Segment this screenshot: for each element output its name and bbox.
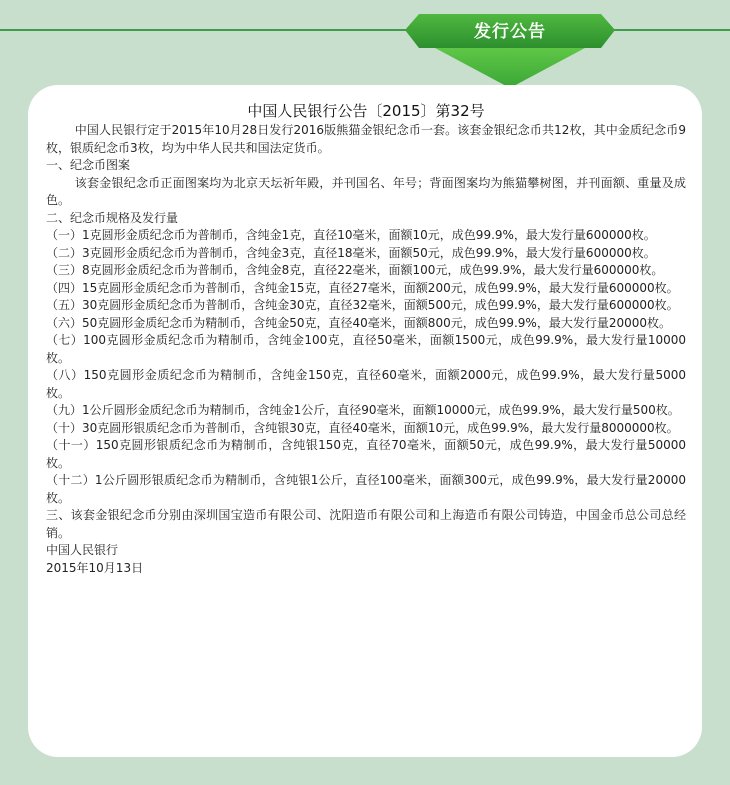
banner-title: 发行公告 — [474, 22, 546, 42]
spec-item-6: （六）50克圆形金质纪念币为精制币，含纯金50克，直径40毫米，面额800元，成色99.9%，最大发行量20000枚。 — [46, 315, 672, 330]
spec-item-1: （一）1克圆形金质纪念币为普制币，含纯金1克，直径10毫米，面额10元，成色99.9%，最大发行量600000枚。 — [46, 228, 656, 242]
announcement-card — [28, 85, 702, 757]
section-1-heading: 一、纪念币图案 — [46, 158, 131, 172]
document-title: 中国人民银行公告〔2015〕第32号 — [247, 102, 485, 120]
spec-item-9: （九）1公斤圆形金质纪念币为精制币，含纯金1公斤，直径90毫米，面额10000元，成色99.9%，最大发行量500枚。 — [46, 403, 680, 417]
spec-item-12: （十二）1公斤圆形银质纪念币为精制币，含纯银1公斤，直径100毫米，面额300元，成色99.9%，最大发行量20000枚。 — [46, 473, 686, 505]
spec-item-3: （三）8克圆形金质纪念币为普制币，含纯金8克，直径22毫米，面额100元，成色99.9%，最大发行量600000枚。 — [46, 263, 664, 277]
section-1-body: 该套金银纪念币正面图案均为北京天坛祈年殿，并刊国名、年号；背面图案均为熊猫攀树图，并刊面额、重量及成色。 — [46, 175, 686, 207]
section-2-heading: 二、纪念币规格及发行量 — [46, 210, 179, 225]
spec-item-2: （二）3克圆形金质纪念币为普制币，含纯金3克，直径18毫米，面额50元，成色99.9%，最大发行量600000枚。 — [46, 245, 656, 260]
signature: 中国人民银行 — [46, 543, 119, 557]
announcement-content — [46, 101, 686, 577]
spec-item-5: （五）30克圆形金质纪念币为普制币，含纯金30克，直径32毫米，面额500元，成色99.9%，最大发行量600000枚。 — [46, 298, 679, 312]
spec-item-8: （八）150克圆形金质纪念币为精制币，含纯金150克，直径60毫米，面额2000元，成色99.9%，最大发行量5000枚。 — [46, 368, 686, 400]
announcement-banner — [405, 14, 615, 88]
spec-item-11: （十一）150克圆形银质纪念币为精制币，含纯银150克，直径70毫米，面额50元，成色99.9%，最大发行量50000枚。 — [46, 438, 686, 470]
issue-date: 2015年10月13日 — [46, 560, 144, 575]
spec-item-7: （七）100克圆形金质纪念币为精制币，含纯金100克，直径50毫米，面额1500元，成色99.9%，最大发行量10000枚。 — [46, 333, 686, 365]
spec-item-4: （四）15克圆形金质纪念币为普制币，含纯金15克，直径27毫米，面额200元，成色99.9%，最大发行量600000枚。 — [46, 280, 679, 295]
intro-paragraph: 中国人民银行定于2015年10月28日发行2016版熊猫金银纪念币一套。该套金银纪念币共12枚，其中金质纪念币9枚，银质纪念币3枚，均为中华人民共和国法定货币。 — [46, 123, 686, 155]
header-divider-line — [0, 29, 730, 31]
spec-item-10: （十）30克圆形银质纪念币为普制币，含纯银30克，直径40毫米，面额10元，成色99.9%，最大发行量8000000枚。 — [46, 420, 679, 435]
section-3-paragraph: 三、该套金银纪念币分别由深圳国宝造币有限公司、沈阳造币有限公司和上海造币有限公司铸造，中国金币总公司总经销。 — [46, 508, 686, 540]
